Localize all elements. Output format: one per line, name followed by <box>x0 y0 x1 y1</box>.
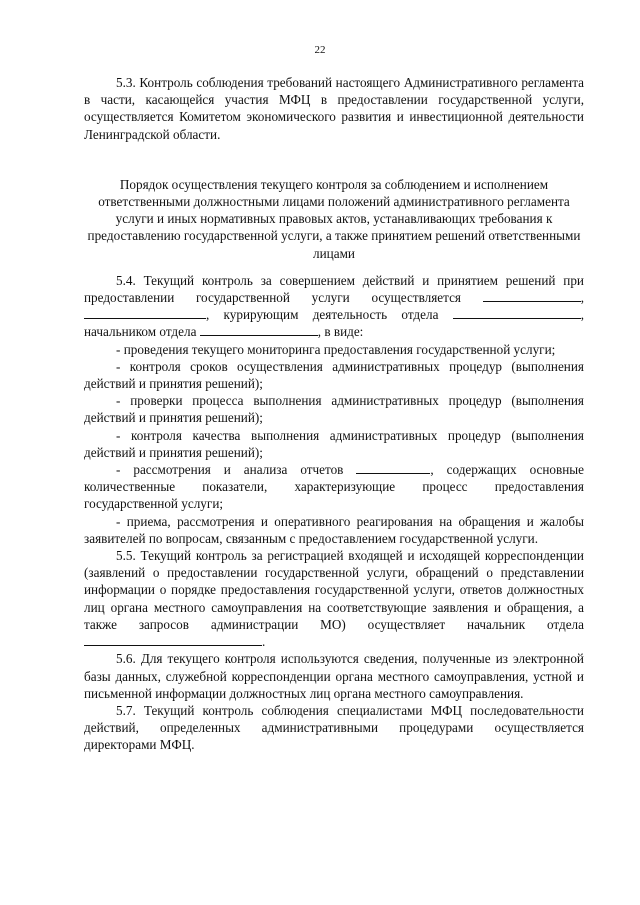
blank-field <box>483 289 581 302</box>
blank-field <box>84 633 262 646</box>
paragraph-5-4: 5.4. Текущий контроль за совершением действий и принятием решений при предоставлении государственной услуги осуществляется , , курирующим деятельность отдела , начальником отдела , в виде: <box>84 272 585 340</box>
paragraph-5-6: 5.6. Для текущего контроля используются сведения, полученные из электронной базы данных, служебной корреспонденции органа местного самоуправления, устной и письменной информации должностных лиц органа местного самоуправления. <box>84 651 584 701</box>
list-item: - проверки процесса выполнения административных процедур (выполнения действий и принятия решений); <box>84 393 584 426</box>
list-item: - проведения текущего мониторинга предоставления государственной услуги; <box>116 341 556 357</box>
document-body <box>84 74 584 754</box>
list-item: - приема, рассмотрения и оперативного реагирования на обращения и жалобы заявителей по вопросам, связанным с предоставлением государственной услуги. <box>84 513 584 546</box>
paragraph-5-4-text-b: , курирующим деятельность отдела <box>206 307 439 323</box>
paragraph-5-4-text-a: 5.4. Текущий контроль за совершением действий и принятием решений при предоставлении государственной услуги осуществляется <box>84 272 584 306</box>
page-number: 22 <box>314 44 326 56</box>
paragraph-5-4-text-d: , в виде: <box>317 324 364 340</box>
section-heading: Порядок осуществления текущего контроля за соблюдением и исполнением ответственными должностными лицами положений административного регламента услуги и иных нормативных правовых актов, устанавливающих требования к предоставлению государственной услуги, а также принятием решений ответственными лицами <box>87 176 581 261</box>
blank-field <box>84 306 206 319</box>
paragraph-5-4-text-c: начальником отдела <box>84 324 197 340</box>
list-item: - контроля сроков осуществления административных процедур (выполнения действий и принятия решений); <box>84 358 584 392</box>
paragraph-5-7: 5.7. Текущий контроль соблюдения специалистами МФЦ последовательности действий, определенных административными процедурами осуществляется директорами МФЦ. <box>84 702 584 753</box>
blank-field <box>200 323 318 336</box>
list-item: - контроля качества выполнения административных процедур (выполнения действий и принятия решений); <box>84 427 584 460</box>
blank-field <box>453 306 581 319</box>
blank-field <box>356 461 430 474</box>
list-item: - рассмотрения и анализа отчетов , содержащих основные количественные показатели, характеризующие процесс предоставления государственной услуги; <box>84 462 585 512</box>
paragraph-5-5: 5.5. Текущий контроль за регистрацией входящей и исходящей корреспонденции (заявлений о предоставлении государственной услуги, обращений о представлении информации о порядке предоставления государственной услуги, ответов должностных лиц органа местного самоуправления на соответствующие заявления и обращения, а также запросов администрации МО) осуществляет начальник отдела . <box>84 548 584 650</box>
paragraph-5-3: 5.3. Контроль соблюдения требований настоящего Административного регламента в части, касающейся участия МФЦ в предоставлении государственной услуги, осуществляется Комитетом экономического развития и инвестиционной деятельности Ленинградской области. <box>84 75 584 142</box>
